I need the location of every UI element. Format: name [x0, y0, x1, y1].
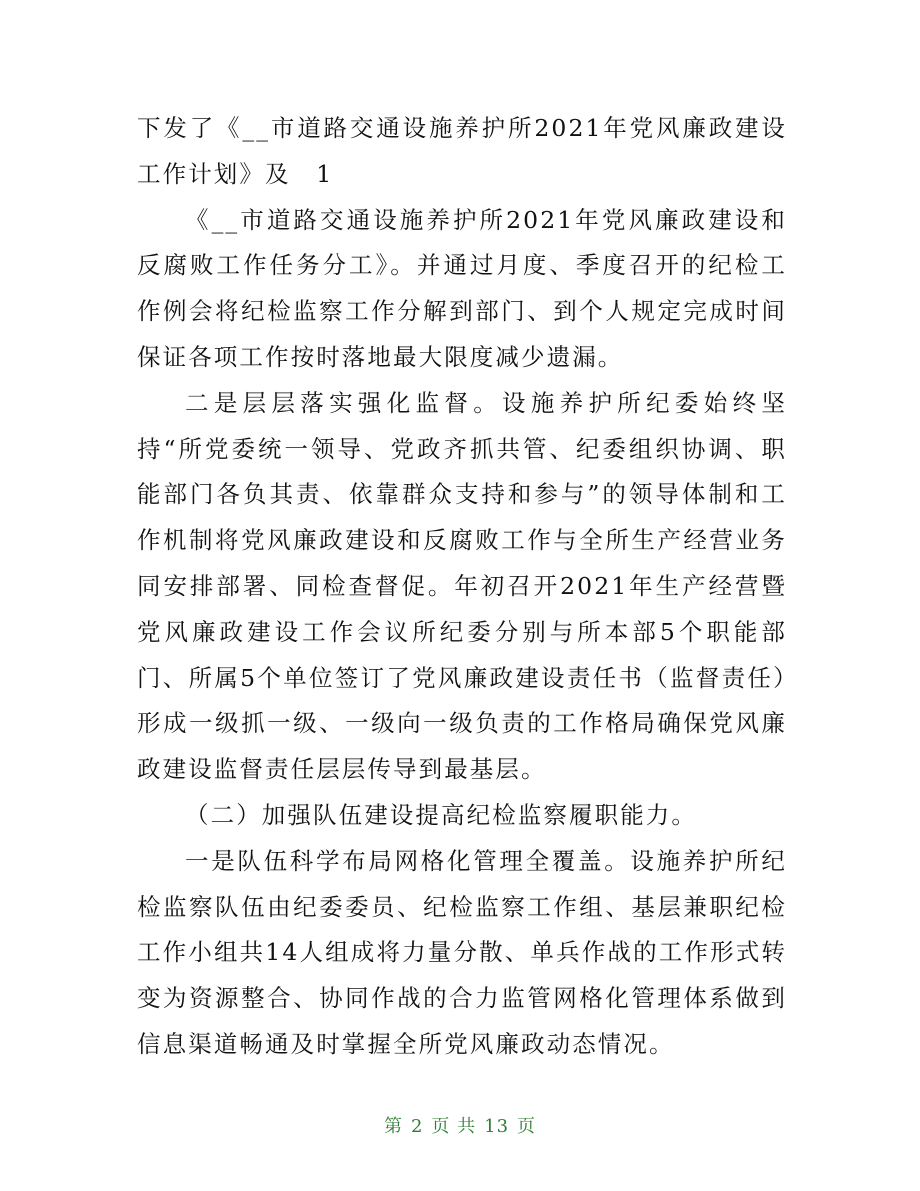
footer-page-number: 2: [410, 1116, 424, 1137]
paragraph-1: 下发了《__市道路交通设施养护所2021年党风廉政建设工作计划》及 1: [137, 114, 787, 188]
document-body: [137, 106, 787, 1068]
footer-total-pages: 13: [484, 1116, 510, 1137]
paragraph-4-heading: （二）加强队伍建设提高纪检监察履职能力。: [185, 800, 697, 829]
footer-suffix: 页: [517, 1116, 537, 1137]
paragraph-3: 二是层层落实强化监督。设施养护所纪委始终坚持“所党委统一领导、党政齐抓共管、纪委组织协调、职能部门各负其责、依靠群众支持和参与”的领导体制和工作机制将党风廉政建设和反腐败工作与全所生产经营业务同安排部署、同检查督促。年初召开2021年生产经营暨党风廉政建设工作会议所纪委分别与所本部5个职能部门、所属5个单位签订了党风廉政建设责任书（监督责任）形成一级抓一级、一级向一级负责的工作格局确保党风廉政建设监督责任层层传导到最基层。: [137, 388, 787, 784]
paragraph-2: 《__市道路交通设施养护所2021年党风廉政建设和反腐败工作任务分工》。并通过月度、季度召开的纪检工作例会将纪检监察工作分解到部门、到个人规定完成时间保证各项工作按时落地最大限度减少遗漏。: [137, 205, 787, 371]
footer-prefix: 第: [383, 1116, 403, 1137]
paragraph-5: 一是队伍科学布局网格化管理全覆盖。设施养护所纪检监察队伍由纪委委员、纪检监察工作组、基层兼职纪检工作小组共14人组成将力量分散、单兵作战的工作形式转变为资源整合、协同作战的合力监管网格化管理体系做到信息渠道畅通及时掌握全所党风廉政动态情况。: [137, 846, 787, 1058]
footer-middle: 页 共: [431, 1116, 477, 1137]
page-footer: [0, 1112, 920, 1138]
